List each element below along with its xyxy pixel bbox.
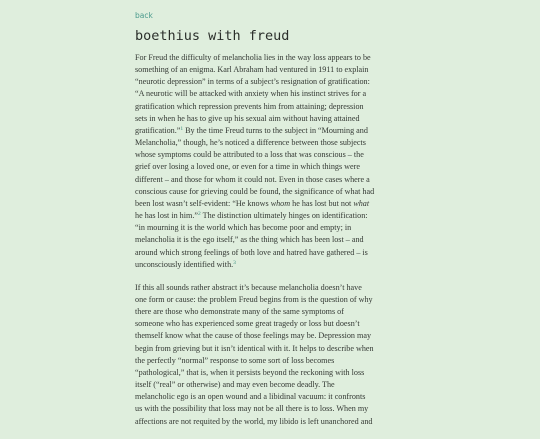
text-line: “in mourning it is the world which has become poor and empty; in <box>135 223 352 233</box>
text-line: themself know what the cause of those feelings may be. Depression may <box>135 331 372 341</box>
text-line: sets in when he has to give up his sexual aim without having attained <box>135 113 360 123</box>
footnote-ref-3 <box>233 260 236 266</box>
text-line: us with the possibility that loss may not be all there is to loss. When my <box>135 404 369 414</box>
text-line <box>135 198 405 210</box>
back-link[interactable]: back <box>135 11 153 20</box>
text-segment: The distinction ultimately hinges on identification: <box>200 211 368 221</box>
text-line: begin from grieving but it isn’t identical with it. It helps to describe when <box>135 343 374 353</box>
text-line: there are those who demonstrate many of the same symptoms of <box>135 307 344 317</box>
text-segment: he has lost in him.” <box>135 211 198 221</box>
text-line: something of an enigma. Karl Abraham had ventured in 1911 to explain <box>135 65 369 75</box>
text-line: itself (“real” or otherwise) and may even become deadly. The <box>135 380 335 390</box>
text-line: “A neurotic will be attacked with anxiety when his instinct strives for a <box>135 89 367 99</box>
text-segment: unconsciously identified with. <box>135 259 234 269</box>
footnote-link-3[interactable]: 3 <box>233 259 236 266</box>
text-segment: By the time Freud turns to the subject in “Mourning and <box>183 125 368 135</box>
text-line: one form or cause: the problem Freud begins from is the question of why <box>135 294 373 304</box>
text-line: “neurotic depression” in terms of a subject’s resignation of gratification: <box>135 77 370 87</box>
text-segment: he has lost but not <box>290 198 354 208</box>
footnote-link-1[interactable]: 1 <box>180 125 184 132</box>
text-line: the perfectly “normal” response to some sort of loss becomes <box>135 355 335 365</box>
text-line: grief over losing a loved one, or even for a time in which things were <box>135 162 360 172</box>
paragraph-1 <box>135 52 405 271</box>
paragraph-2 <box>135 282 405 428</box>
emphasis-what: what <box>353 198 370 208</box>
text-segment: gratification.” <box>135 125 181 135</box>
footnote-link-2[interactable]: 2 <box>197 211 201 218</box>
emphasis-whom: whom <box>270 198 291 208</box>
text-line: whose symptoms could be attributed to a loss that was conscious – the <box>135 150 364 160</box>
text-line: affections are not requited by the world, my libido is left unanchored and <box>135 416 373 426</box>
text-line: melancholic ego is an open wound and a libidinal vacuum: it confronts <box>135 392 366 402</box>
text-line: different – and those for whom it could not. Even in those cases where a <box>135 174 370 184</box>
text-line: someone who has experienced some great tragedy or loss but doesn’t <box>135 319 360 329</box>
text-line: If this all sounds rather abstract it’s because melancholia doesn’t have <box>135 282 362 292</box>
text-line: gratification which repression prevents him from attaining; depression <box>135 101 364 111</box>
text-line: For Freud the difficulty of melancholia lies in the way loss appears to be <box>135 53 371 62</box>
text-line <box>135 259 405 271</box>
text-line: Melancholia,” though, he’s noticed a difference between those subjects <box>135 138 366 148</box>
article-body <box>135 52 405 439</box>
text-line: around which strong feelings of both love and hatred have gathered – is <box>135 247 368 257</box>
text-line: “pathological,” that is, when it persists beyond the reckoning with loss <box>135 367 365 377</box>
text-line <box>135 210 405 222</box>
text-line: conscious cause for grieving could be found, the significance of what had <box>135 186 375 196</box>
text-line <box>135 125 405 137</box>
text-line: melancholia it is the ego itself,” as the thing which has been lost – and <box>135 235 364 245</box>
text-segment: been lost wasn’t self-evident: “He knows <box>135 198 271 208</box>
page-title: boethius with freud <box>135 28 290 44</box>
